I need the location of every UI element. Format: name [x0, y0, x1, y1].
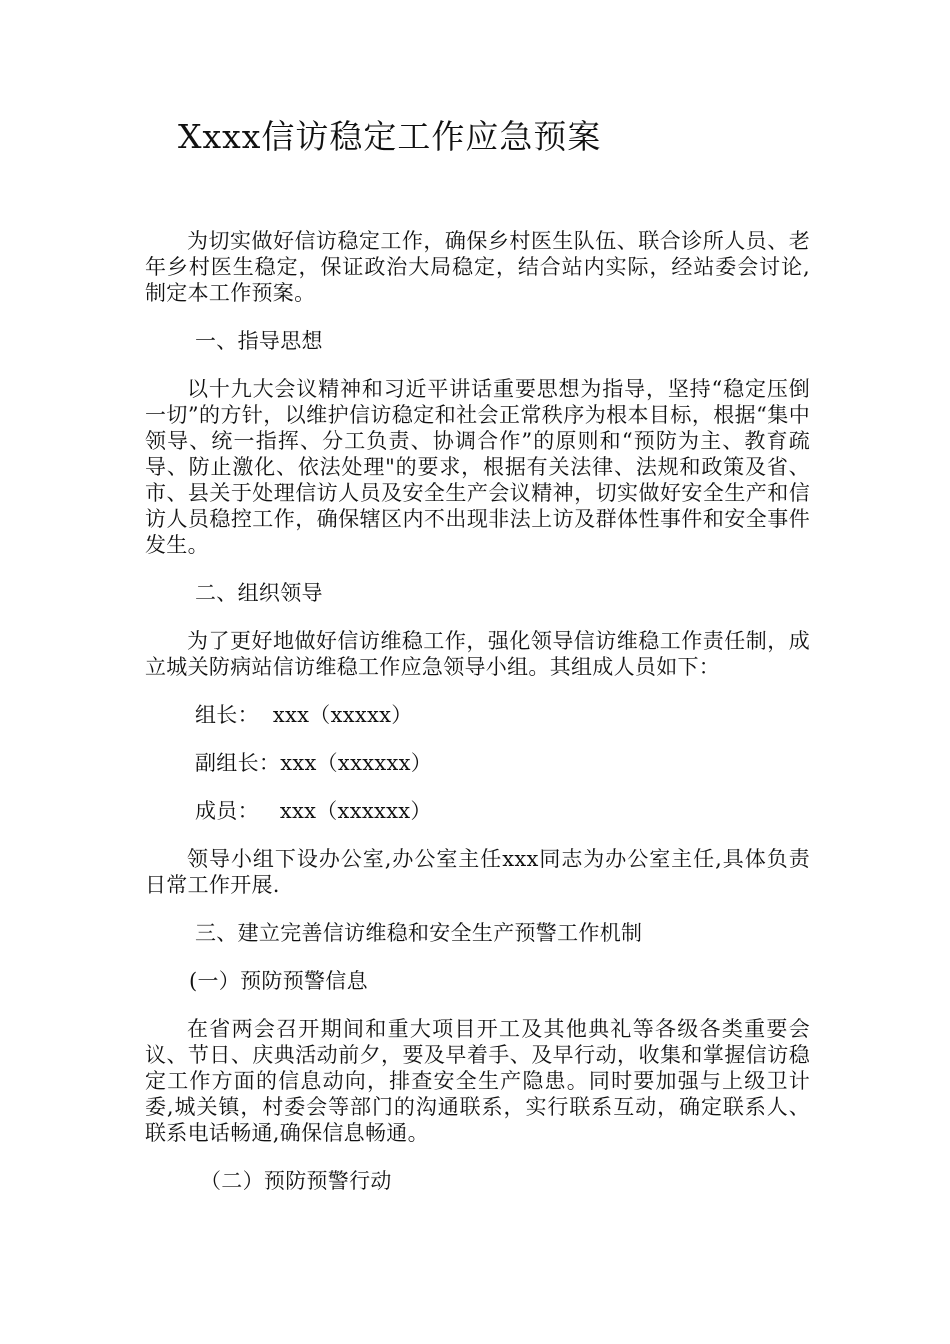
section-1-heading: 一、指导思想	[195, 329, 323, 353]
document-title: Xxxx信访稳定工作应急预案	[178, 117, 602, 156]
deputy-leader-line: 副组长：xxx（xxxxxx）	[195, 751, 433, 775]
members-line: 成员： xxx（xxxxxx）	[195, 799, 432, 823]
subsection-1-paragraph: 在省两会召开期间和重大项目开工及其他典礼等各级各类重要会议、节日、庆典活动前夕，要及早着手、及早行动，收集和掌握信访稳定工作方面的信息动向，排查安全生产隐患。同时要加强与上级卫计委,城关镇，村委会等部门的沟通联系，实行联系互动，确定联系人、联系电话畅通,确保信息畅通。	[145, 1017, 810, 1145]
group-leader-line: 组长： xxx（xxxxx）	[195, 703, 413, 727]
subsection-1-heading: (一）预防预警信息	[189, 969, 368, 993]
intro-paragraph: 为切实做好信访稳定工作，确保乡村医生队伍、联合诊所人员、老年乡村医生稳定，保证政治大局稳定，结合站内实际，经站委会讨论,制定本工作预案。	[145, 229, 810, 305]
section-1-paragraph: 以十九大会议精神和习近平讲话重要思想为指导，坚持“稳定压倒一切”的方针，以维护信访稳定和社会正常秩序为根本目标，根据“集中领导、统一指挥、分工负责、协调合作”的原则和“预防为主、教育疏导、防止激化、依法处理"的要求，根据有关法律、法规和政策及省、市、县关于处理信访人员及安全生产会议精神，切实做好安全生产和信访人员稳控工作，确保辖区内不出现非法上访及群体性事件和安全事件发生。	[145, 377, 810, 557]
section-3-heading: 三、建立完善信访维稳和安全生产预警工作机制	[195, 921, 643, 945]
section-2-paragraph: 为了更好地做好信访维稳工作，强化领导信访维稳工作责任制，成立城关防病站信访维稳工作应急领导小组。其组成人员如下：	[145, 629, 810, 679]
document-body	[145, 228, 810, 1194]
section-2-heading: 二、组织领导	[195, 581, 323, 605]
office-paragraph: 领导小组下设办公室,办公室主任xxx同志为办公室主任,具体负责日常工作开展.	[145, 847, 810, 897]
subsection-2-heading: （二）预防预警行动	[200, 1169, 392, 1193]
